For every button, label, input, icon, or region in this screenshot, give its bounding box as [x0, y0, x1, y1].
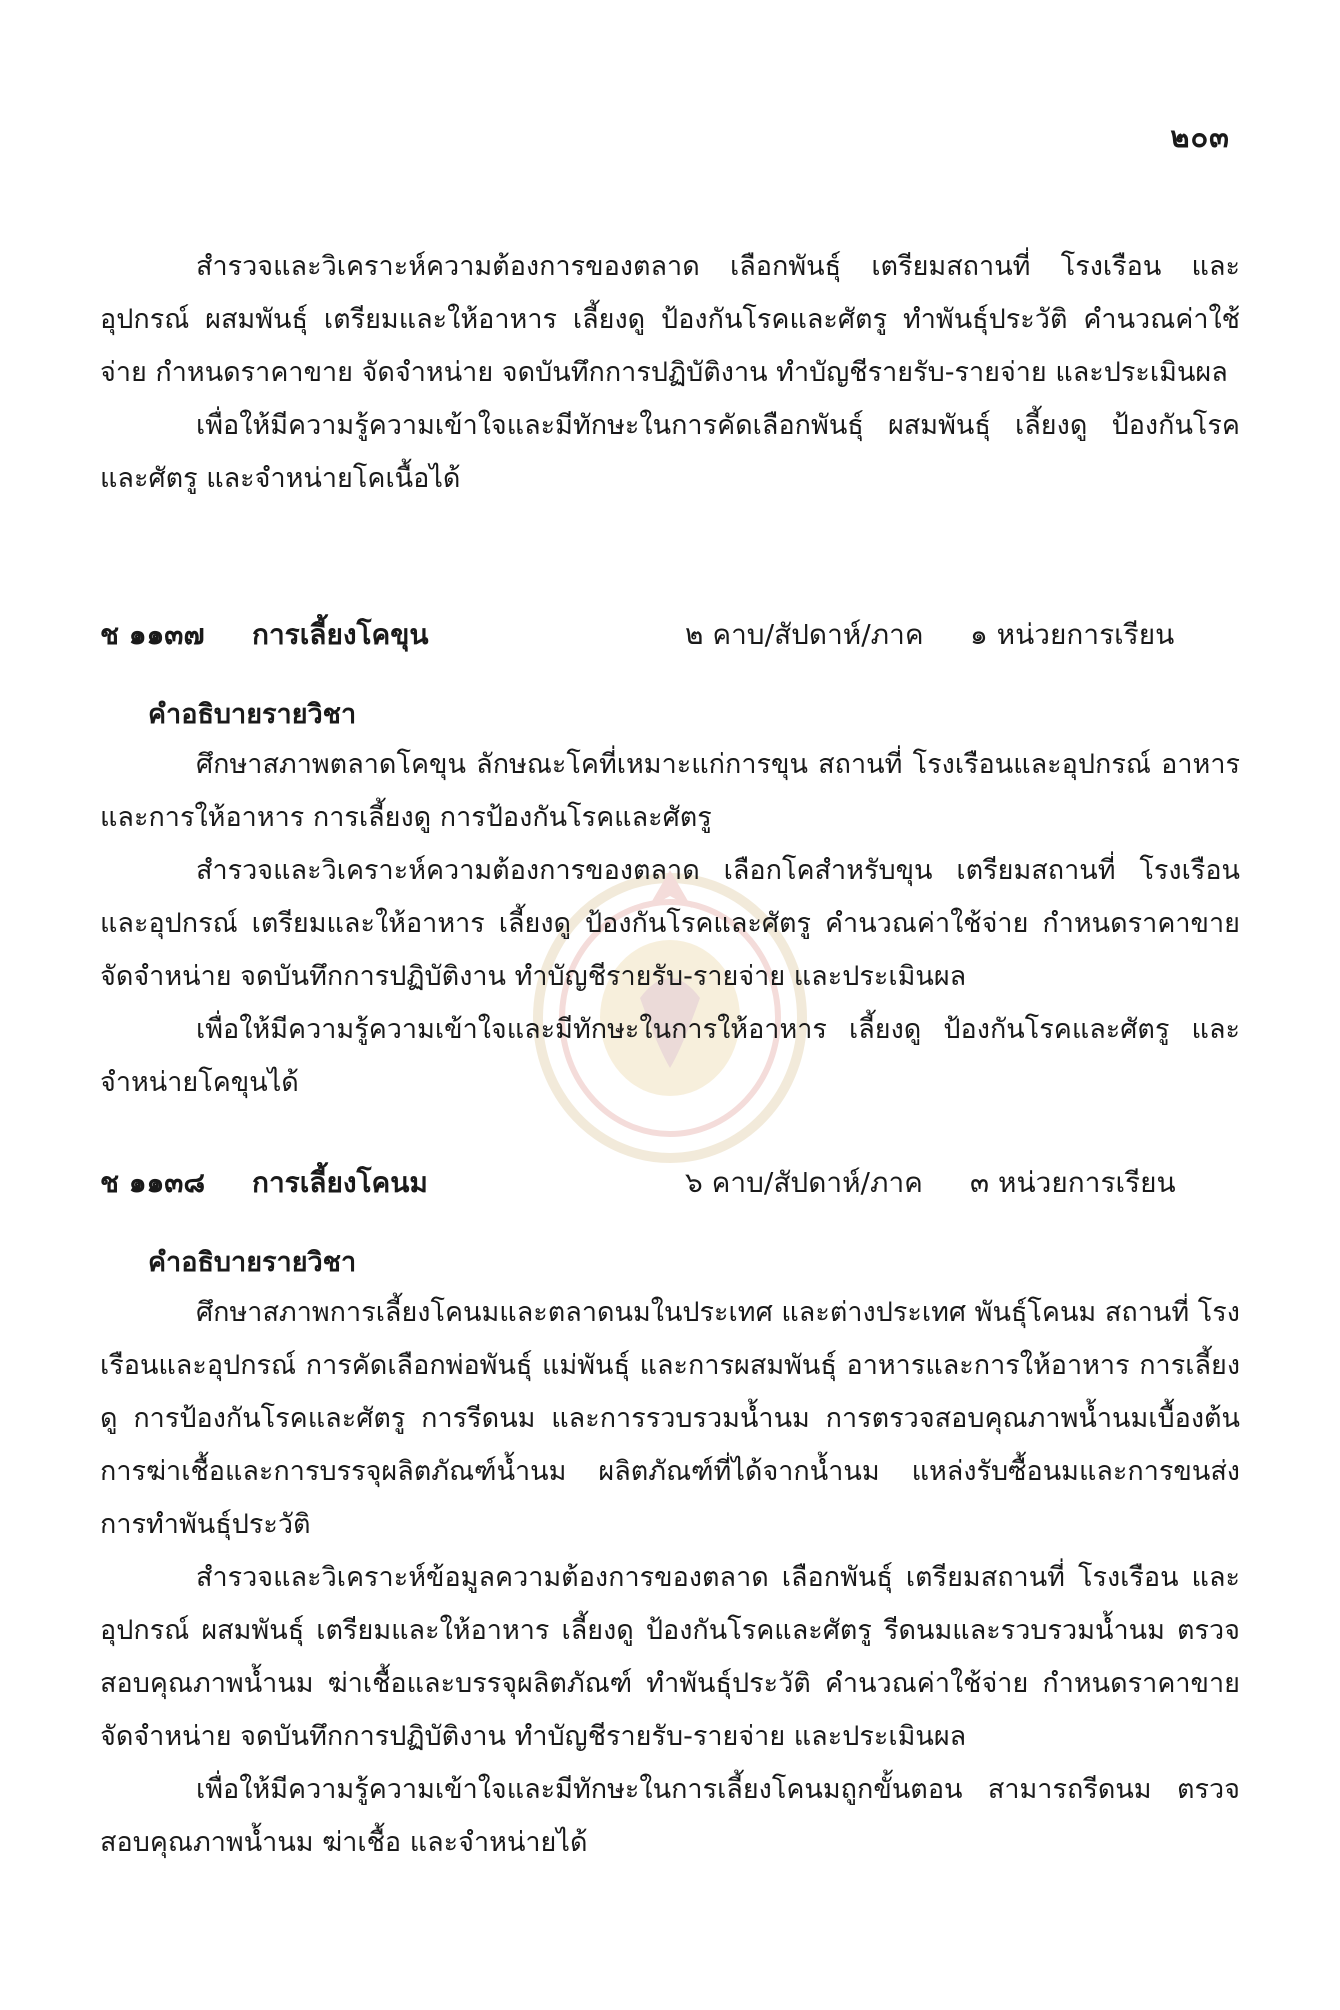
description-title: คำอธิบายรายวิชา: [148, 1247, 357, 1278]
course-paragraph: ศึกษาสภาพการเลี้ยงโคนมและตลาดนมในประเทศ และต่างประเทศ พันธุ์โคนม สถานที่ โรงเรือนและอุปกรณ์ การคัดเลือกพ่อพันธุ์ แม่พันธุ์ และการผสมพันธุ์ อาหารและการให้อาหาร การเลี้ยงดู การป้องกันโรคและศัตรู การรีดนม และการรวบรวมน้ำนม การตรวจสอบคุณภาพน้ำนมเบื้องต้น การฆ่าเชื้อและการบรรจุผลิตภัณฑ์น้ำนม ผลิตภัณฑ์ที่ได้จากน้ำนม แหล่งรับซื้อนมและการขนส่ง การทำพันธุ์ประวัติ: [100, 1297, 1240, 1540]
course-heading: [100, 610, 1240, 660]
description-title: คำอธิบายรายวิชา: [148, 699, 357, 730]
course-description: [100, 1286, 1240, 1869]
course-code: ช ๑๑๓๘: [100, 1166, 206, 1199]
intro-paragraph: สำรวจและวิเคราะห์ความต้องการของตลาด เลือกพันธุ์ เตรียมสถานที่ โรงเรือน และอุปกรณ์ ผสมพันธุ์ เตรียมและให้อาหาร เลี้ยงดู ป้องกันโรคและศัตรู ทำพันธุ์ประวัติ คำนวณค่าใช้จ่าย กำหนดราคาขาย จัดจำหน่าย จดบันทึกการปฏิบัติงาน ทำบัญชีรายรับ-รายจ่าย และประเมินผล: [100, 251, 1240, 388]
course-paragraph: สำรวจและวิเคราะห์ข้อมูลความต้องการของตลาด เลือกพันธุ์ เตรียมสถานที่ โรงเรือน และอุปกรณ์ ผสมพันธุ์ เตรียมและให้อาหาร เลี้ยงดู ป้องกันโรคและศัตรู รีดนมและรวบรวมน้ำนม ตรวจสอบคุณภาพน้ำนม ฆ่าเชื้อและบรรจุผลิตภัณฑ์ ทำพันธุ์ประวัติ คำนวณค่าใช้จ่าย กำหนดราคาขาย จัดจำหน่าย จดบันทึกการปฏิบัติงาน ทำบัญชีรายรับ-รายจ่าย และประเมินผล: [100, 1562, 1240, 1752]
course-credits: ๑ หน่วยการเรียน: [970, 618, 1175, 651]
course-paragraph: เพื่อให้มีความรู้ความเข้าใจและมีทักษะในการให้อาหาร เลี้ยงดู ป้องกันโรคและศัตรู และจำหน่ายโคขุนได้: [100, 1014, 1240, 1098]
intro-paragraph: เพื่อให้มีความรู้ความเข้าใจและมีทักษะในการคัดเลือกพันธุ์ ผสมพันธุ์ เลี้ยงดู ป้องกันโรคและศัตรู และจำหน่ายโคเนื้อได้: [100, 410, 1240, 494]
course-description: [100, 738, 1240, 1109]
course-name: การเลี้ยงโคนม: [252, 1166, 428, 1199]
intro-section: [100, 240, 1240, 505]
course-hours: ๒ คาบ/สัปดาห์/ภาค: [685, 618, 924, 651]
page-number: ๒๐๓: [1170, 120, 1230, 154]
course-paragraph: สำรวจและวิเคราะห์ความต้องการของตลาด เลือกโคสำหรับขุน เตรียมสถานที่ โรงเรือน และอุปกรณ์ เตรียมและให้อาหาร เลี้ยงดู ป้องกันโรคและศัตรู คำนวณค่าใช้จ่าย กำหนดราคาขาย จัดจำหน่าย จดบันทึกการปฏิบัติงาน ทำบัญชีรายรับ-รายจ่าย และประเมินผล: [100, 855, 1240, 992]
course-name: การเลี้ยงโคขุน: [252, 618, 429, 651]
course-hours: ๖ คาบ/สัปดาห์/ภาค: [685, 1166, 923, 1199]
course-paragraph: เพื่อให้มีความรู้ความเข้าใจและมีทักษะในการเลี้ยงโคนมถูกขั้นตอน สามารถรีดนม ตรวจสอบคุณภาพน้ำนม ฆ่าเชื้อ และจำหน่ายได้: [100, 1774, 1240, 1858]
course-paragraph: ศึกษาสภาพตลาดโคขุน ลักษณะโคที่เหมาะแก่การขุน สถานที่ โรงเรือนและอุปกรณ์ อาหารและการให้อาหาร การเลี้ยงดู การป้องกันโรคและศัตรู: [100, 749, 1240, 833]
course-code: ช ๑๑๓๗: [100, 618, 205, 651]
course-heading: [100, 1158, 1240, 1208]
course-credits: ๓ หน่วยการเรียน: [970, 1166, 1176, 1199]
